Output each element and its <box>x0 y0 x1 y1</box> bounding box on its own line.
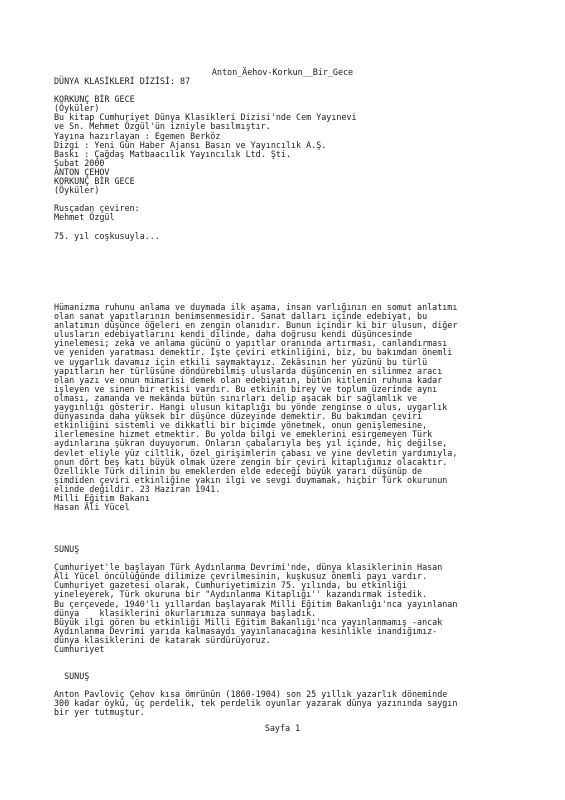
text-line: KORKUNÇ BİR GECE <box>54 94 135 105</box>
text-line: Cumhuriyet'le başlayan Türk Aydınlanma Devrimi'nde, dünya klasiklerinin Hasan <box>54 562 443 573</box>
text-line: ulusların edebiyatlarını kendi dilinde, daha doğrusu kendi düşüncesinde <box>54 329 412 340</box>
text-line: dünya klasiklerini de katarak sürdürüyoruz. <box>54 634 271 645</box>
text-line: yaygınlığı gösterir. Hangi ulusun kitaplığı bu yönde zenginse o ulus, uygarlık <box>54 402 448 413</box>
text-line: Âli Yücel öncülüğünde dilimize çevrilmesinin, kuşkusuz önemli payı vardır. <box>54 571 428 582</box>
text-line: (Öyküler) <box>54 103 100 114</box>
text-line: SUNUŞ <box>54 671 90 681</box>
text-line: etkinliğini sistemli ve dikkatli bir biçimde yönetmek, onun genişlemesine, <box>54 420 428 431</box>
text-line: Hasan Âli Yücel <box>54 502 130 513</box>
text-line: Bu çerçevede, 1940'lı yıllardan başlayarak Milli Eğitim Bakanlığı'nca yayınlanan <box>54 598 458 609</box>
text-line: Hümanizma ruhunu anlama ve duymada ilk aşama, insan varlığının en somut anlatımı <box>54 302 458 312</box>
text-line: yinelemesi; zekâ ve anlama gücünü o yapıtlar oranında artırması, canlandırması <box>54 338 448 349</box>
text-line: bir yer tutmuştur. <box>54 707 145 718</box>
text-line: anlatımın düşünce öğeleri en zengin olanıdır. Bunun içindir ki bir ulusun, diğer <box>54 320 458 331</box>
text-line: Baskı : Çağdaş Matbaacılık Yayıncılık Ltd. Şti. <box>54 148 291 159</box>
text-line: olan yazı ve onun mimarisi demek olan edebiyatın, bütün kitlenin ruhuna kadar <box>54 374 443 385</box>
text-line: (Öyküler) <box>54 185 100 196</box>
text-line: ve uygarlık davamız için etkili saymaktayız. Zekâsının her yüzünü bu türlü <box>54 356 428 367</box>
text-line: Özellikle Türk dilinin bu emeklerden elde edeceği büyük yararı düşünüp de <box>54 465 423 476</box>
text-line: Mehmet Özgül <box>54 212 115 223</box>
text-line: KORKUNÇ BİR GECE <box>54 176 135 187</box>
sunus-section-1 <box>54 545 534 654</box>
preface-text <box>54 303 534 512</box>
text-line: devlet eliyle yüz ciltlik, özel girişimlerin çabası ve yine devletin yardımıyla, <box>54 447 458 458</box>
text-line: ilerlemesine hizmet etmektir. Bu yolda bilgi ve emeklerini esirgemeyen Türk <box>54 429 433 440</box>
text-line: Cumhuriyet gazetesi olarak, Cumhuriyetimizin 75. yılında, bu etkinliği <box>54 580 407 591</box>
text-line: dünyasında daha yüksek bir düşünce düzeyinde demektir. Bu bakımdan çeviri <box>54 411 423 422</box>
text-line: 75. yıl coşkusuyla... <box>54 230 160 241</box>
text-line: Milli Eğitim Bakanı <box>54 492 150 503</box>
text-line: aydınlarına şükran duyuyorum. Onların çabalarıyla beş yıl içinde, hiç değilse, <box>54 438 448 449</box>
sunus-section-2 <box>54 672 534 717</box>
text-line: ANTON ÇEHOV <box>54 166 110 177</box>
text-line: DÜNYA KLASİKLERİ DİZİSİ: 87 <box>54 76 191 86</box>
text-line: 300 kadar öykü, üç perdelik, tek perdelik oyunlar yazarak dünya yazınında saygın <box>54 698 458 709</box>
text-line: olan sanat yapıtlarının benimsenmesidir. Sanat dalları içinde edebiyat, bu <box>54 311 428 322</box>
text-line: onun dört beş katı büyük olmak üzere zengin bir çeviri kitaplığımız olacaktır. <box>54 456 448 467</box>
text-line: Bu kitap Cumhuriyet Dünya Klasikleri Dizisi'nde Cem Yayınevi <box>54 112 357 123</box>
text-line: Şubat 2000 <box>54 157 105 168</box>
text-line: yapıtların her türlüsüne döndürebilmiş uluslarda düşüncenin en silinmez aracı <box>54 365 443 376</box>
text-line: Cumhuriyet <box>54 644 105 655</box>
text-line: ve yeniden yaratması demektir. İşte çeviri etkinliğini, biz, bu bakımdan önemli <box>54 347 453 358</box>
text-line: Rusçadan çeviren: <box>54 203 140 214</box>
text-line: şimdiden çeviri etkinliğine yakın ilgi ve sevgi duymamak, hiçbir Türk okurunun <box>54 474 448 485</box>
text-line: Dizgi : Yeni Gün Haber Ajansı Basın ve Yayıncılık A.Ş. <box>54 139 327 150</box>
text-line: Aydınlanma Devrimi yarıda kalmasaydı yayınlanacağına kesinlikle inandığımız- <box>54 625 438 636</box>
text-line: işleyen ve sinen bir etkisi vardır. Bu etkinin birey ve toplum üzerinde aynı <box>54 383 438 394</box>
text-line: Yayına hazırlayan : Egemen Berköz <box>54 130 221 141</box>
text-line: ve Sn. Mehmet Özgül'ün izniyle basılmıştır. <box>54 121 271 132</box>
text-line: Büyük ilgi gören bu etkinliği Milli Eğitim Bakanlığı'nca yayınlanmamış -ancak <box>54 616 443 627</box>
text-line: elinde değildir. 23 Haziran 1941. <box>54 483 221 494</box>
text-line: SUNUŞ <box>54 544 80 554</box>
text-line: Anton Pavloviç Çehov kısa ömrünün (1860-1904) son 25 yıllık yazarlık döneminde <box>54 689 448 700</box>
text-line: dünya klasiklerini okurlarımıza sunmaya başladık. <box>54 607 317 618</box>
text-line: yineleyerek, Türk okuruna bir "Aydınlanma Kitaplığı'' kazandırmak istedik. <box>54 589 428 600</box>
front-matter <box>54 77 534 241</box>
page-number: Sayfa 1 <box>264 723 301 733</box>
document-header-title: Anton_Äehov-Korkun__Bir_Gece <box>211 67 354 77</box>
text-line: olması, zamanda ve mekânda bütün sınırları delip aşacak bir sağlamlık ve <box>54 392 418 403</box>
